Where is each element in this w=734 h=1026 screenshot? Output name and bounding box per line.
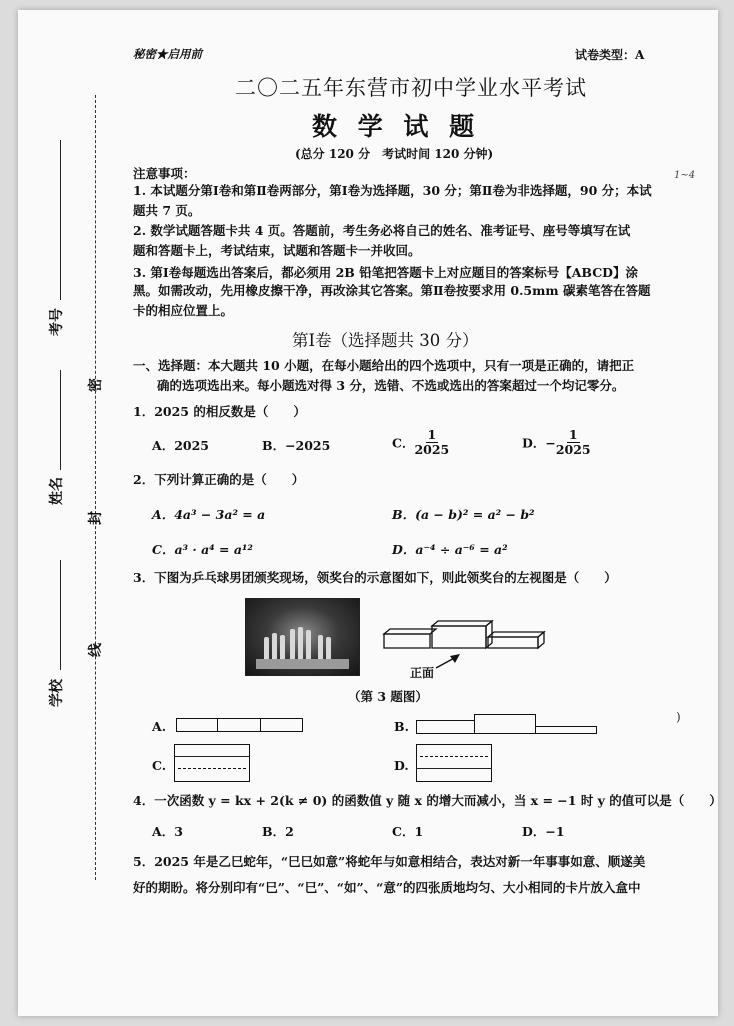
q1-option-a: A．2025 [152,438,209,453]
podium-center-top [432,621,492,626]
q4-option-b: B．2 [262,824,294,839]
notes-line: 3. 第Ⅰ卷每题选出答案后，都必须用 2B 铅笔把答题卡上对应题目的答案标号【ABCD】涂 [133,265,639,280]
q2-option-a: A．4a³ − 3a² = a [152,507,266,522]
q1-c-numerator: 1 [427,427,437,442]
q3-option-a-rect [260,718,303,732]
q4-option-c: C．1 [392,824,424,839]
q1-option-d [522,428,591,457]
score-time: (总分 120 分 考试时间 120 分钟) [295,147,494,161]
q1-option-d-label: D．− [522,435,556,451]
q2-option-b: B．(a − b)² = a² − b² [392,507,535,522]
q1-c-denominator: 2025 [414,442,450,457]
q2-option-d: D．a⁻⁴ ÷ a⁻⁶ = a² [392,542,508,557]
podium-schematic [380,618,550,682]
q3-option-c-label: C. [152,758,167,773]
margin-scribble: 1~4 [674,170,696,181]
q3-option-c-solid-line [174,756,250,757]
q4-option-d: D．−1 [522,824,565,839]
photo-podium [256,659,349,669]
podium-right-top [488,632,544,637]
margin-mark: ) [676,710,681,724]
q1-option-d-fraction [556,428,591,457]
notes-line: 卡的相应位置上。 [133,303,234,318]
podium-left-front [384,634,430,648]
paper-type-label: 试卷类型：A [575,48,645,62]
seal-dashed-line [95,95,96,880]
award-ceremony-photo [245,598,360,676]
q1-option-c [392,428,449,457]
photo-figure [306,630,311,661]
q3-figure-caption: （第 3 题图） [348,689,428,704]
school-underline [60,560,61,670]
podium-right-side [538,632,544,648]
photo-figure [264,637,269,661]
q3-option-b-label: B. [394,719,409,734]
podium-right-front [488,637,538,648]
q1-option-c-label: C． [392,435,415,451]
exam-title: 二〇二五年东营市初中学业水平考试 [235,76,587,100]
q2-option-c: C．a³ · a⁴ = a¹² [152,542,253,557]
q3-option-d-rect [416,744,492,782]
subject-title: 数 学 试 题 [312,112,481,141]
q1-option-c-fraction [414,428,449,457]
seal-char-feng: 封 [88,511,104,525]
q3-option-d-solid-line [416,768,492,769]
q3-option-c-dashed-line [178,768,246,769]
q5-line1: 5．2025 年是乙巳蛇年，“巳巳如意”将蛇年与如意相结合，表达对新一年事事如意、顺遂美 [133,854,646,869]
q3-option-a-rect [176,718,218,732]
front-arrow-head [450,654,460,663]
photo-figure [290,629,295,661]
podium-drawing [384,621,544,648]
section-intro-line2: 确的选项选出来。每小题选对得 3 分，选错、不选或选出的答案超过一个均记零分。 [157,378,625,393]
photo-figure [298,627,303,661]
q5-line2: 好的期盼。将分别印有“巳”、“巳”、“如”、“意”的四张质地均匀、大小相同的卡片放入盒中 [133,880,641,895]
q3-stem: 3．下图为乒乓球男团颁奖现场，领奖台的示意图如下，则此领奖台的左视图是（ ） [133,570,617,585]
q3-option-b-rect [535,726,597,734]
exam-number-label: 考号 [49,308,65,336]
photo-figure [326,637,331,661]
notes-title: 注意事项： [133,166,196,181]
q3-option-d-dashed-line [420,756,488,757]
photo-figure [318,635,323,661]
notes-line: 题和答题卡上，考试结束，试题和答题卡一并收回。 [133,243,421,258]
q4-stem: 4．一次函数 y = kx + 2(k ≠ 0) 的函数值 y 随 x 的增大而减小，当 x = −1 时 y 的值可以是（ ） [133,793,722,808]
q3-option-d-label: D. [394,758,409,773]
q1-stem: 1．2025 的相反数是（ ） [133,404,306,419]
exam-number-underline [60,140,61,300]
section-intro-line1: 一、选择题：本大题共 10 小题，在每小题给出的四个选项中，只有一项是正确的，请把正 [133,358,635,373]
name-label: 姓名 [49,477,65,505]
notes-line: 1. 本试题分第Ⅰ卷和第Ⅱ卷两部分，第Ⅰ卷为选择题，30 分；第Ⅱ卷为非选择题，90 分；本试 [133,183,652,198]
front-view-label: 正面 [410,666,435,680]
photo-figure [272,633,277,661]
notes-line: 题共 7 页。 [133,203,201,218]
notes-line: 2. 数学试题答题卡共 4 页。答题前，考生务必将自己的姓名、准考证号、座号等填写在试 [133,223,631,238]
q1-d-denominator: 2025 [555,442,591,457]
notes-line: 黑。如需改动，先用橡皮擦干净，再改涂其它答案。第Ⅱ卷按要求用 0.5mm 碳素笔答在答题 [133,283,651,298]
q2-stem: 2．下列计算正确的是（ ） [133,472,305,487]
photo-figure [280,635,285,661]
q3-option-a-rect [217,718,261,732]
q3-option-a-label: A. [152,719,167,734]
secret-label: 秘密★启用前 [133,47,202,61]
podium-left-top [384,629,436,634]
seal-char-mi: 密 [88,378,104,392]
name-underline [60,370,61,470]
q3-option-b-rect [416,720,475,734]
podium-center-front [432,626,486,648]
q4-option-a: A．3 [152,824,183,839]
section-title: 第Ⅰ卷（选择题共 30 分） [292,331,479,350]
q1-option-b: B．−2025 [262,438,331,453]
q3-option-c-rect [174,744,250,782]
q1-d-numerator: 1 [568,427,578,442]
school-label: 学校 [49,679,65,707]
seal-char-xian: 线 [88,643,104,657]
q3-option-b-rect [474,714,536,734]
